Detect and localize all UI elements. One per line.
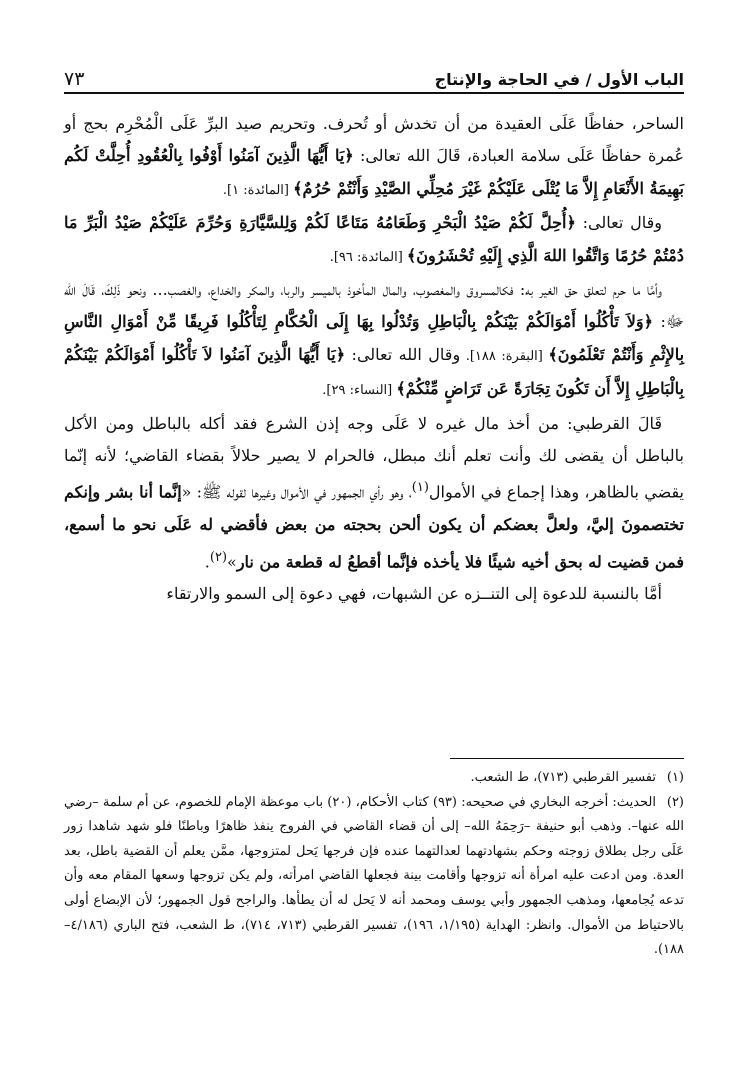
footnotes <box>64 766 684 963</box>
footnote-text: الحديث: أخرجه البخاري في صحيحه: (٩٣) كتاب الأحكام، (٢٠) باب موعظة الإمام للخصوم، عن أم سلمة –رضي الله عنها–. وذهب أبو حنيفة –رَحِمَهُ الله– إلى أن قضاء القاضي في الفروج ينفذ ظاهرًا وباطنًا فلو شهد شاهدا زور عَلَى رجل بطلاق زوجته وحكم بشهادتهما لعدالتهما عنده فإن فرجها يَحل لمتزوجها، ممَّن يعلم أن القضية باطل، بعد العدة. ومن ادعت عليه امرأة أنه تزوجها وأقامت بينة فجعلها القاضي امرأته، ولم يكن تزوجها وسعها المقام معه وأن تدعه يُجامعها، ومذهب الجمهور وأبي يوسف ومحمد أنه لا يَحل له أن يطأها. والراجح قول الجمهور؛ لأن الإبضاع أولى بالاحتياط من الأموال. وانظر: الهداية (١/١٩٥، ١٩٦)، تفسير القرطبي (٧١٣، ٧١٤)، ط الشعب، فتح الباري (٤/١٨٦– ١٨٨). <box>64 794 684 958</box>
paragraph: الساحر، حفاظًا عَلَى العقيدة من أن تخدش أو تُحرف. وتحريم صيد البرِّ عَلَى الْمُحْرِم بحج أو عُمرة حفاظًا عَلَى سلامة العبادة، قَالَ الله تعالى: ﴿يَا أَيُّهَا الَّذِينَ آمَنُوا أَوْفُوا بِالْعُقُودِ أُحِلَّتْ لَكُم بَهِيمَةُ الأَنْعَامِ إِلاَّ مَا يُتْلَى عَلَيْكُمْ غَيْرَ مُحِلِّي الصَّيْدِ وَأَنْتُمْ حُرُمٌ﴾ [المائدة: ١]. <box>64 114 685 198</box>
verse-reference: [المائدة: ١]. <box>222 182 294 198</box>
footnote-number: (٢) <box>666 794 684 810</box>
main-text <box>64 108 684 611</box>
page-number: ٧٣ <box>64 68 85 90</box>
footnote-divider <box>450 758 684 759</box>
paragraph: قَالَ القرطبي: من أخذ مال غيره لا عَلَى وجه إذن الشرع فقد أكله بالباطل ومن الأكل بالباطل أن يقضى لك وأنت تعلم أنك مبطل، فالحرام لا يصير حلالاً بقضاء القاضي؛ لأنه إنّما يقضي بالظاهر، وهذا إجماع في الأموال$^{(١)}$، وهو رأي الجمهور في الأموال وغيرها لقوله ﷺ: «إنَّما أنا بشر وإنكم تختصمونَ إليَّ، ولعلَّ بعضكم أن يكون ألحن بحجته من بعض فأقضي له عَلَى نحو ما أسمع، فمن قضيت له بحق أخيه شيئًا فلا يأخذه فإنَّما أقطعُ له قطعة من نار»$^{(٢)}$. <box>64 413 685 571</box>
quran-verse: ﴿أُحِلَّ لَكُمْ صَيْدُ الْبَحْرِ وَطَعَامُهُ مَتَاعًا لَكُمْ وَلِلسَّيَّارَةِ وَحُرِّمَ عَلَيْكُمْ صَيْدُ الْبَرِّ مَا دُمْتُمْ حُرُمًا وَاتَّقُوا اللهَ الَّذِي إِلَيْهِ تُحْشَرُونَ﴾ <box>64 213 684 265</box>
quran-verse: ﴿وَلاَ تَأْكُلُوا أَمْوَالَكُمْ بَيْنَكُمْ بِالْبَاطِلِ وَتُدْلُوا بِهَا إِلَى الْحُكَّامِ لِتَأْكُلُوا فَرِيقًا مِّنْ أَمْوَالِ النَّاسِ بِالإِثْمِ وَأَنْتُمْ تَعْلَمُونَ﴾ <box>64 312 685 364</box>
quran-verse: ﴿يَا أَيُّهَا الَّذِينَ آمَنُوا لاَ تَأْكُلُوا أَمْوَالَكُمْ بَيْنَكُمْ بِالْبَاطِلِ إِلاَّ أَن تَكُونَ تِجَارَةً عَن تَرَاضٍ مِّنْكُمْ﴾ <box>64 344 684 399</box>
quran-verse: ﴿يَا أَيُّهَا الَّذِينَ آمَنُوا أَوْفُوا بِالْعُقُودِ أُحِلَّتْ لَكُم بَهِيمَةُ الأَنْعَامِ إِلاَّ مَا يُتْلَى عَلَيْكُمْ غَيْرَ مُحِلِّي الصَّيْدِ وَأَنْتُمْ حُرُمٌ﴾ <box>64 146 684 198</box>
paragraph: وأمَّا ما حرم لتعلق حق الغير به: فكالمسروق والمغصوب، والمال المأخوذ بالميسر والربا، والمكر والخداع، والغصب... ونحو ذَلِكَ، قَالَ الله ﷻ: ﴿وَلاَ تَأْكُلُوا أَمْوَالَكُمْ بَيْنَكُمْ بِالْبَاطِلِ وَتُدْلُوا بِهَا إِلَى الْحُكَّامِ لِتَأْكُلُوا فَرِيقًا مِّنْ أَمْوَالِ النَّاسِ بِالإِثْمِ وَأَنْتُمْ تَعْلَمُونَ﴾ [البقرة: ١٨٨]. وقال الله تعالى: ﴿يَا أَيُّهَا الَّذِينَ آمَنُوا لاَ تَأْكُلُوا أَمْوَالَكُمْ بَيْنَكُمْ بِالْبَاطِلِ إِلاَّ أَن تَكُونَ تِجَارَةً عَن تَرَاضٍ مِّنْكُمْ﴾ [النساء: ٢٩]. <box>64 280 685 399</box>
footnote-marker[interactable]: (١) <box>411 480 429 496</box>
chapter-title: الباب الأول / في الحاجة والإنتاج <box>434 70 684 89</box>
running-header <box>64 62 684 94</box>
paragraph: أمَّا بالنسبة للدعوة إلى التنــزه عن الشبهات، فهي دعوة إلى السمو والارتقاء <box>166 584 662 604</box>
footnote <box>64 766 684 791</box>
footnote-text: تفسير القرطبي (٧١٣)، ط الشعب. <box>470 770 656 785</box>
verse-reference: [المائدة: ٩٦]. <box>329 249 407 265</box>
verse-reference: [النساء: ٢٩]. <box>322 383 397 399</box>
footnote-number: (١) <box>666 770 684 785</box>
verse-reference: [البقرة: ١٨٨]. <box>460 348 549 364</box>
footnote-marker[interactable]: (٢) <box>209 549 228 565</box>
footnote <box>64 791 684 963</box>
hadith-text: إنَّما أنا بشر وإنكم تختصمونَ إليَّ، ولعلَّ بعضكم أن يكون ألحن بحجته من بعض فأقضي له عَلَى نحو ما أسمع، فمن قضيت له بحق أخيه شيئًا فلا يأخذه فإنَّما أقطعُ له قطعة من نار <box>64 482 685 571</box>
paragraph: وقال تعالى: ﴿أُحِلَّ لَكُمْ صَيْدُ الْبَحْرِ وَطَعَامُهُ مَتَاعًا لَكُمْ وَلِلسَّيَّارَةِ وَحُرِّمَ عَلَيْكُمْ صَيْدُ الْبَرِّ مَا دُمْتُمْ حُرُمًا وَاتَّقُوا اللهَ الَّذِي إِلَيْهِ تُحْشَرُونَ﴾ [المائدة: ٩٦]. <box>64 213 684 265</box>
